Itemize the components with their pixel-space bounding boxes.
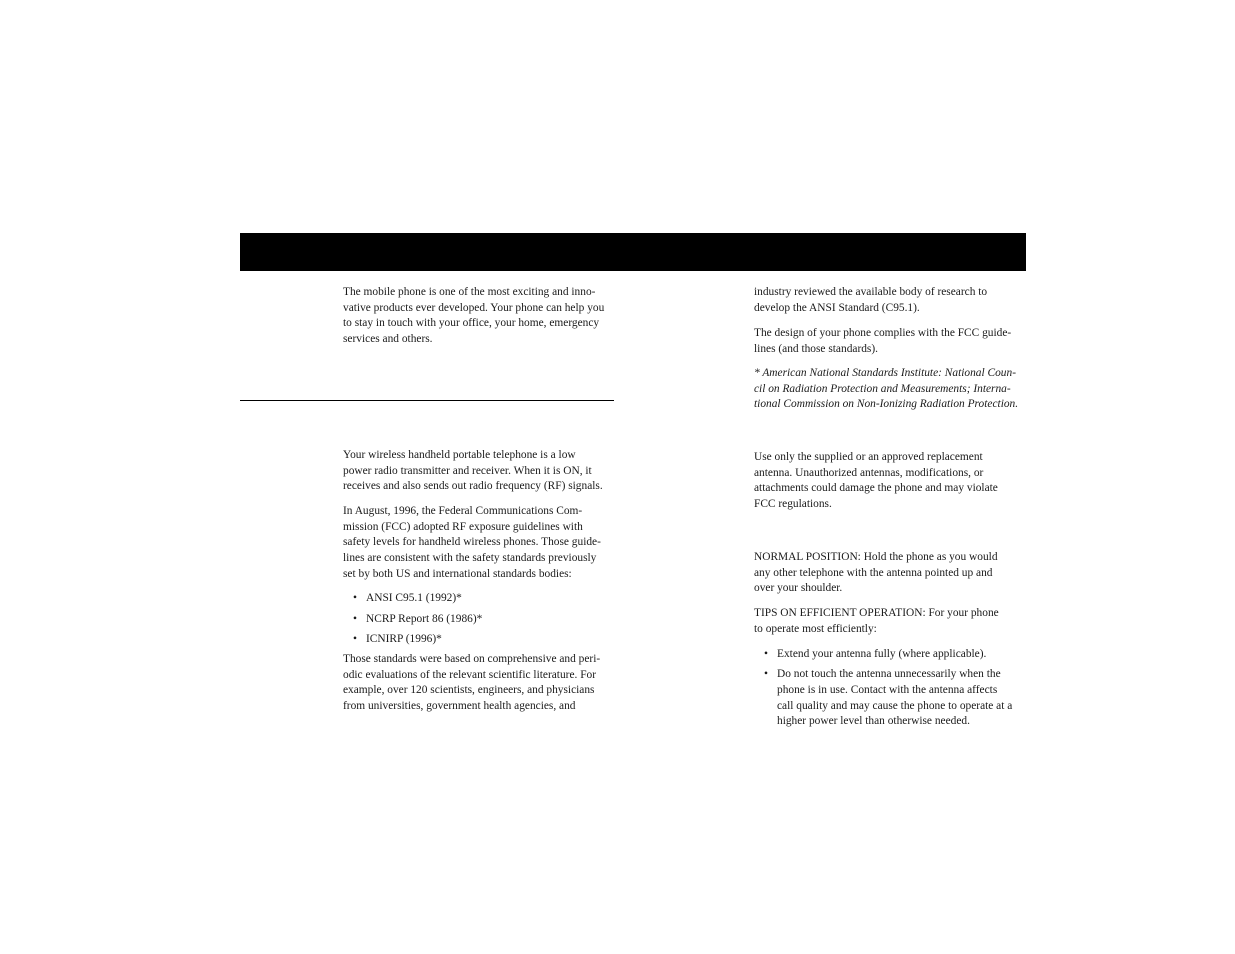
text-line: over your shoulder. xyxy=(754,582,843,595)
text-line: Those standards were based on comprehensive and peri- xyxy=(343,653,601,665)
text-line: any other telephone with the antenna pointed up and xyxy=(754,566,993,579)
text-line: services and others. xyxy=(343,333,433,346)
footnote xyxy=(754,366,1039,413)
list-item-text: ICNIRP (1996)* xyxy=(366,633,442,645)
text-line: vative products ever developed. Your phone can help you xyxy=(343,301,605,314)
section-divider xyxy=(240,400,614,401)
intro-paragraph xyxy=(343,285,623,348)
text-line: TIPS ON EFFICIENT OPERATION: For your phone xyxy=(754,607,999,619)
text-line: Do not touch the antenna unnecessarily when the xyxy=(777,668,1001,681)
list-item xyxy=(343,632,623,648)
bullet: • xyxy=(764,648,768,660)
text-line: In August, 1996, the Federal Communications Com- xyxy=(343,505,583,517)
continued-paragraph xyxy=(754,285,1039,316)
design-paragraph xyxy=(754,326,1039,357)
text-line: * American National Standards Institute: National Coun- xyxy=(754,367,1016,379)
text-line: set by both US and international standards bodies: xyxy=(343,567,572,580)
bullet: • xyxy=(353,633,357,645)
text-line: call quality and may cause the phone to operate at a xyxy=(777,699,1013,712)
text-line: The mobile phone is one of the most exciting and inno- xyxy=(343,286,596,298)
list-item xyxy=(754,667,1039,730)
text-line: to stay in touch with your office, your home, emergency xyxy=(343,317,600,330)
text-line: to operate most efficiently: xyxy=(754,622,877,635)
text-line: from universities, government health agencies, and xyxy=(343,700,576,713)
text-line: industry reviewed the available body of research to xyxy=(754,286,988,298)
list-item xyxy=(343,591,623,612)
rf-paragraph-2 xyxy=(343,504,623,583)
text-line: lines (and those standards). xyxy=(754,342,879,355)
text-line: tional Commission on Non-Ionizing Radiation Protection. xyxy=(754,398,1019,411)
normal-position-paragraph xyxy=(754,550,1039,597)
tips-list xyxy=(754,647,1039,730)
list-item xyxy=(343,612,623,633)
text-line: phone is in use. Contact with the antenna affects xyxy=(777,683,998,696)
text-line: power radio transmitter and receiver. When it is ON, it xyxy=(343,464,592,477)
list-item-text: NCRP Report 86 (1986)* xyxy=(366,612,483,625)
text-line: higher power level than otherwise needed. xyxy=(777,715,970,728)
text-line: antenna. Unauthorized antennas, modifications, or xyxy=(754,466,984,479)
text-line: attachments could damage the phone and may violate xyxy=(754,482,998,495)
antenna-paragraph xyxy=(754,450,1039,513)
text-line: mission (FCC) adopted RF exposure guidelines with xyxy=(343,520,583,533)
text-line: lines are consistent with the safety standards previously xyxy=(343,552,597,565)
text-line: Your wireless handheld portable telephone is a low xyxy=(343,449,576,461)
list-item xyxy=(754,647,1039,663)
bullet: • xyxy=(764,668,768,681)
text-line: safety levels for handheld wireless phones. Those guide- xyxy=(343,536,601,549)
text-line: odic evaluations of the relevant scientific literature. For xyxy=(343,668,597,681)
text-line: Extend your antenna fully (where applicable). xyxy=(777,648,987,660)
standards-list xyxy=(343,591,623,648)
text-line: develop the ANSI Standard (C95.1). xyxy=(754,301,920,314)
bullet: • xyxy=(353,592,357,604)
text-line: The design of your phone complies with the FCC guide- xyxy=(754,327,1012,339)
list-item-text: ANSI C95.1 (1992)* xyxy=(366,592,462,604)
header-bar xyxy=(240,233,1026,271)
text-line: example, over 120 scientists, engineers, and physicians xyxy=(343,684,595,697)
bullet: • xyxy=(353,612,357,625)
text-line: Use only the supplied or an approved replacement xyxy=(754,451,983,463)
text-line: receives and also sends out radio frequency (RF) signals. xyxy=(343,480,603,493)
rf-paragraph-3 xyxy=(343,652,623,715)
text-line: NORMAL POSITION: Hold the phone as you would xyxy=(754,551,998,563)
tips-paragraph xyxy=(754,606,1039,637)
text-line: FCC regulations. xyxy=(754,498,832,511)
text-line: cil on Radiation Protection and Measurements; Interna- xyxy=(754,382,1011,395)
rf-paragraph-1 xyxy=(343,448,623,495)
